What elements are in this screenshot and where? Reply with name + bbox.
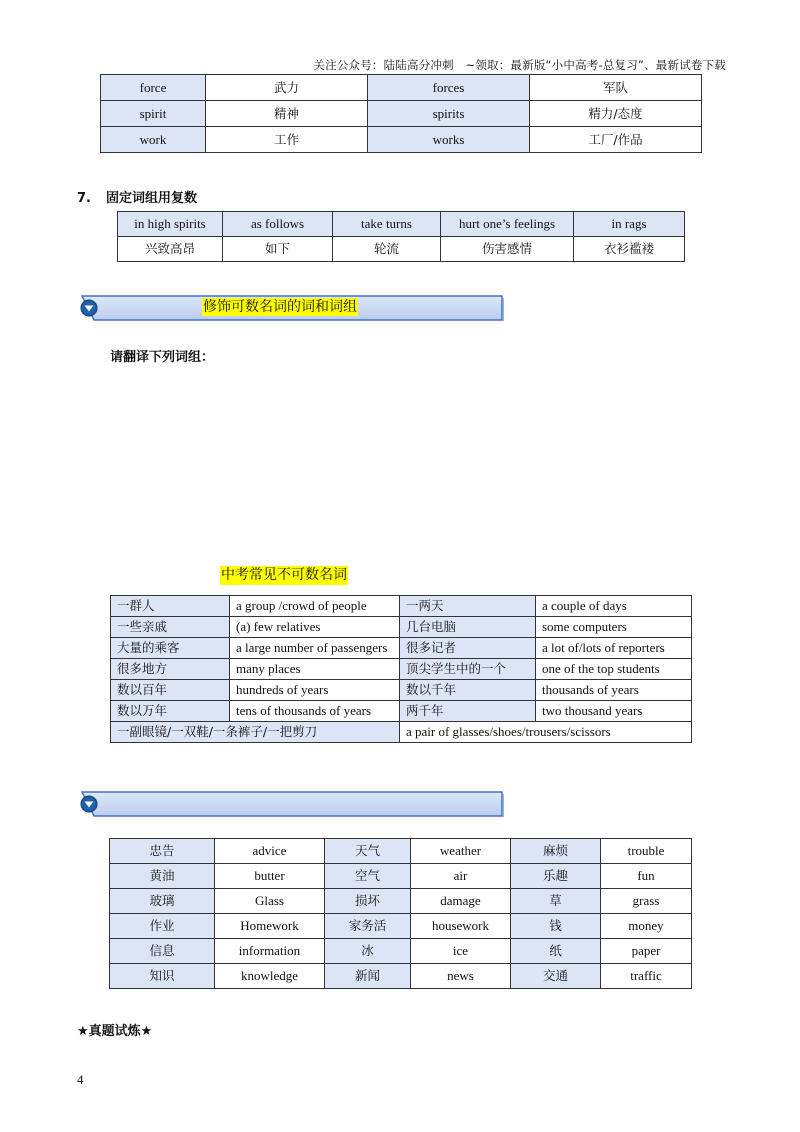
table-cell: 玻璃 <box>110 889 215 914</box>
table-cell: in high spirits <box>118 212 223 237</box>
table-row <box>110 864 692 889</box>
table-cell: 一些亲戚 <box>111 617 230 638</box>
table-row <box>111 596 692 617</box>
table-cell: 钱 <box>511 914 601 939</box>
page-number: 4 <box>77 1072 84 1087</box>
table-row <box>111 701 692 722</box>
table-cell: 新闻 <box>325 964 411 989</box>
table-cell: 很多地方 <box>111 659 230 680</box>
table-cell: 冰 <box>325 939 411 964</box>
table-cell: 伤害感情 <box>441 237 574 262</box>
phrase-translation-table <box>110 595 692 743</box>
table-row <box>101 127 702 153</box>
table-cell: tens of thousands of years <box>230 701 400 722</box>
table-cell: 武力 <box>206 75 368 101</box>
table-cell: a pair of glasses/shoes/trousers/scissors <box>400 722 692 743</box>
table-cell: grass <box>601 889 692 914</box>
table-cell: 顶尖学生中的一个 <box>400 659 536 680</box>
chevron-down-circle-icon <box>80 299 98 317</box>
table-cell: many places <box>230 659 400 680</box>
table-cell: 一两天 <box>400 596 536 617</box>
table-cell: 兴致高昂 <box>118 237 223 262</box>
uncountable-noun-table <box>109 838 692 989</box>
table-row <box>111 680 692 701</box>
table-cell: 精神 <box>206 101 368 127</box>
table-cell: take turns <box>333 212 441 237</box>
noun-meaning-table <box>100 74 702 153</box>
header-note: 关注公众号：陆陆高分冲刺 ~领取：最新版“小中高考-总复习”、最新试卷下载 <box>313 58 726 72</box>
table-cell: 两千年 <box>400 701 536 722</box>
table-cell: in rags <box>574 212 685 237</box>
table-cell: as follows <box>223 212 333 237</box>
uncountable-title: 中考常见不可数名词 <box>221 567 347 583</box>
translate-prompt: 请翻译下列词组： <box>110 350 215 365</box>
table-cell: 一副眼镜/一双鞋/一条裤子/一把剪刀 <box>111 722 400 743</box>
chevron-down-circle-icon <box>80 795 98 813</box>
table-cell: 数以百年 <box>111 680 230 701</box>
table-cell: 大量的乘客 <box>111 638 230 659</box>
table-cell: forces <box>368 75 530 101</box>
table-cell: 工作 <box>206 127 368 153</box>
table-cell: 军队 <box>530 75 702 101</box>
section-banner <box>80 294 504 322</box>
table-cell: spirit <box>101 101 206 127</box>
table-row <box>118 212 685 237</box>
table-cell: 草 <box>511 889 601 914</box>
table-cell: paper <box>601 939 692 964</box>
banner-title: 修饰可数名词的词和词组 <box>203 299 357 315</box>
table-row <box>110 889 692 914</box>
table-cell: 数以万年 <box>111 701 230 722</box>
table-cell: one of the top students <box>536 659 692 680</box>
table-cell: money <box>601 914 692 939</box>
table-cell: 损坏 <box>325 889 411 914</box>
table-cell: works <box>368 127 530 153</box>
table-cell: 几台电脑 <box>400 617 536 638</box>
table-cell: 精力/态度 <box>530 101 702 127</box>
table-cell: hundreds of years <box>230 680 400 701</box>
table-cell: two thousand years <box>536 701 692 722</box>
table-row <box>110 839 692 864</box>
table-row <box>111 722 692 743</box>
table-cell: 纸 <box>511 939 601 964</box>
table-cell: 工厂/作品 <box>530 127 702 153</box>
table-cell: traffic <box>601 964 692 989</box>
table-cell: trouble <box>601 839 692 864</box>
table-row <box>110 914 692 939</box>
table-cell: hurt one’s feelings <box>441 212 574 237</box>
section-number: 7. <box>77 191 91 206</box>
table-cell: news <box>411 964 511 989</box>
table-cell: some computers <box>536 617 692 638</box>
table-cell: ice <box>411 939 511 964</box>
table-cell: 麻烦 <box>511 839 601 864</box>
table-row <box>111 617 692 638</box>
table-cell: knowledge <box>215 964 325 989</box>
table-cell: thousands of years <box>536 680 692 701</box>
table-cell: advice <box>215 839 325 864</box>
table-cell: information <box>215 939 325 964</box>
table-cell: 黄油 <box>110 864 215 889</box>
table-cell: 一群人 <box>111 596 230 617</box>
table-cell: work <box>101 127 206 153</box>
table-cell: spirits <box>368 101 530 127</box>
table-cell: Glass <box>215 889 325 914</box>
banner-shape <box>80 790 504 818</box>
table-cell: housework <box>411 914 511 939</box>
section-heading <box>77 187 197 206</box>
table-cell: a lot of/lots of reporters <box>536 638 692 659</box>
table-cell: 忠告 <box>110 839 215 864</box>
table-cell: 知识 <box>110 964 215 989</box>
table-cell: 天气 <box>325 839 411 864</box>
table-cell: 信息 <box>110 939 215 964</box>
table-cell: 如下 <box>223 237 333 262</box>
exercise-heading: ★真题试炼★ <box>77 1024 153 1039</box>
table-cell: 作业 <box>110 914 215 939</box>
table-row <box>110 964 692 989</box>
table-cell: 很多记者 <box>400 638 536 659</box>
table-row <box>111 638 692 659</box>
table-cell: 空气 <box>325 864 411 889</box>
table-row <box>118 237 685 262</box>
table-cell: air <box>411 864 511 889</box>
table-row <box>110 939 692 964</box>
table-cell: a couple of days <box>536 596 692 617</box>
table-cell: butter <box>215 864 325 889</box>
table-cell: a group /crowd of people <box>230 596 400 617</box>
table-cell: 家务活 <box>325 914 411 939</box>
table-cell: 交通 <box>511 964 601 989</box>
table-cell: 轮流 <box>333 237 441 262</box>
table-row <box>101 75 702 101</box>
table-cell: a large number of passengers <box>230 638 400 659</box>
table-row <box>101 101 702 127</box>
table-cell: (a) few relatives <box>230 617 400 638</box>
section-banner <box>80 790 504 818</box>
table-cell: 乐趣 <box>511 864 601 889</box>
table-row <box>111 659 692 680</box>
table-cell: force <box>101 75 206 101</box>
fixed-phrase-table <box>117 211 685 262</box>
table-cell: 衣衫褴褛 <box>574 237 685 262</box>
table-cell: 数以千年 <box>400 680 536 701</box>
table-cell: Homework <box>215 914 325 939</box>
section-title: 固定词组用复数 <box>106 191 198 206</box>
table-cell: damage <box>411 889 511 914</box>
table-cell: weather <box>411 839 511 864</box>
table-cell: fun <box>601 864 692 889</box>
